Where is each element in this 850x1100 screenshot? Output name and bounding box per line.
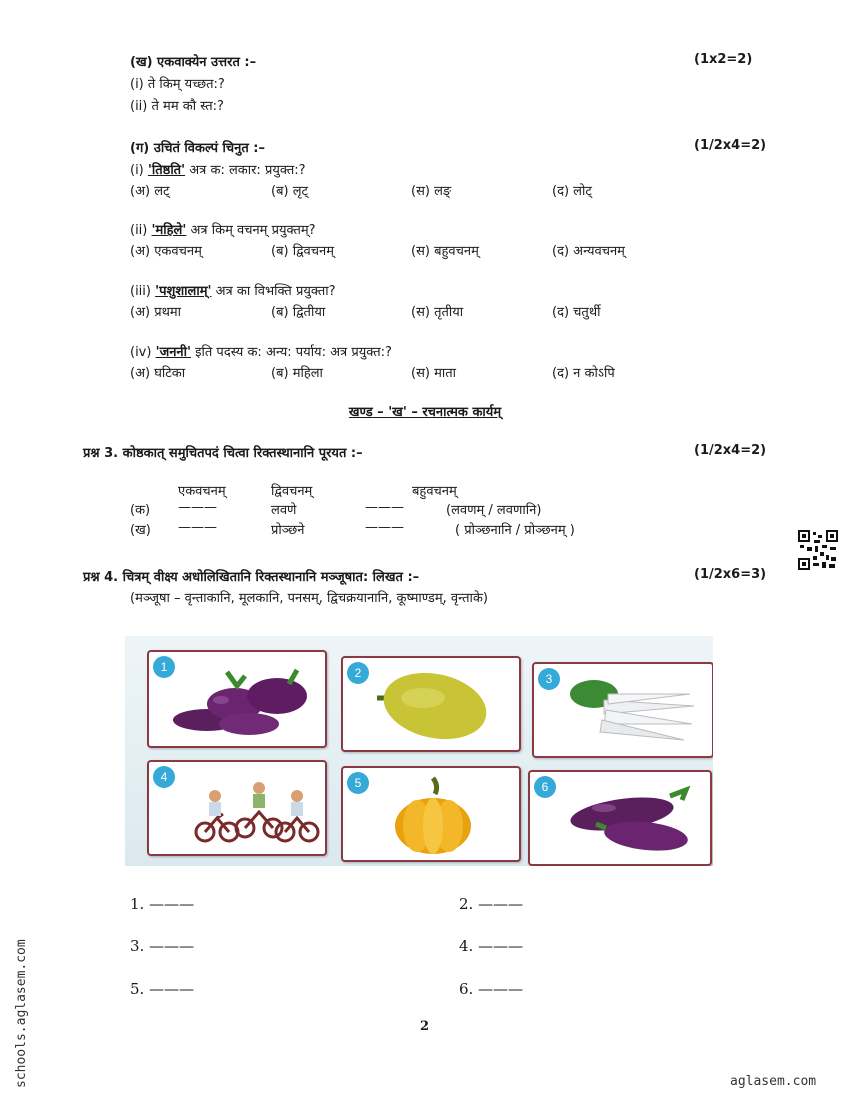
q3-cell: लवणे [271, 503, 297, 518]
option: (अ) घटिका [130, 366, 186, 381]
brinjals-image [149, 652, 325, 746]
q3-blank: ——— [365, 520, 404, 535]
qc-item-number: (ii) [130, 223, 148, 238]
picture-card-1 [147, 650, 327, 748]
option: (अ) लट् [130, 184, 170, 199]
answer-blank-1: 1. ——— [130, 895, 195, 913]
qc-item-word: 'जननी' [155, 345, 191, 360]
qc-marks: (1/2x4=2) [694, 138, 767, 153]
answer-blank-5: 5. ——— [130, 980, 195, 998]
option: (द) न कोऽपि [552, 366, 615, 381]
picture-card-6 [528, 770, 712, 866]
option: (ब) महिला [271, 366, 323, 381]
option: (ब) द्वितीया [271, 305, 326, 320]
answer-blank-4: 4. ——— [459, 937, 524, 955]
qc-item-4 [130, 342, 392, 360]
vegetables-picture [125, 636, 713, 866]
qc-item-question: अत्र क: लकार: प्रयुक्त:? [189, 163, 306, 178]
q3-blank: ——— [178, 500, 217, 515]
bicycles-image [149, 762, 325, 854]
option: (ब) लृट् [271, 184, 309, 199]
answer-blank-6: 6. ——— [459, 980, 524, 998]
option: (स) माता [411, 366, 456, 381]
two-brinjals-image [530, 772, 710, 864]
q3-blank: ——— [178, 520, 217, 535]
qb-question-1: (i) ते किम् यच्छत:? [130, 77, 225, 92]
picture-number: 3 [538, 668, 560, 690]
picture-number: 1 [153, 656, 175, 678]
q3-blank: ——— [365, 500, 404, 515]
qc-item-2 [130, 220, 316, 238]
qr-code-icon [798, 530, 838, 570]
qc-item-word: 'पशुशालाम्' [155, 284, 212, 299]
jackfruit-image [343, 658, 519, 750]
q3-col-header: बहुवचनम् [412, 484, 457, 499]
qb-marks: (1x2=2) [694, 52, 753, 67]
option: (अ) एकवचनम् [130, 244, 202, 259]
qc-item-word: 'तिष्ठति' [147, 163, 186, 178]
qc-item-question: अत्र का विभक्ति प्रयुक्ता? [215, 284, 336, 299]
q3-row-label: (क) [130, 503, 151, 518]
q3-hint: (लवणम् / लवणानि) [446, 503, 542, 518]
qc-item-question: अत्र किम् वचनम् प्रयुक्तम्? [190, 223, 316, 238]
picture-number: 5 [347, 772, 369, 794]
answer-blank-3: 3. ——— [130, 937, 195, 955]
q4-marks: (1/2x6=3) [694, 567, 767, 582]
q3-row-label: (ख) [130, 523, 151, 538]
qc-item-number: (iv) [130, 345, 152, 360]
q3-cell: प्रोञ्छने [271, 523, 305, 538]
side-url: schools.aglasem.com [14, 939, 29, 1088]
qb-question-2: (ii) ते मम कौ स्त:? [130, 99, 224, 114]
picture-number: 6 [534, 776, 556, 798]
option: (द) अन्यवचनम् [552, 244, 625, 259]
section-title: खण्ड – 'ख' – रचनात्मक कार्यम् [348, 405, 502, 420]
footer-url: aglasem.com [730, 1074, 817, 1089]
picture-card-4 [147, 760, 327, 856]
qc-item-1 [130, 160, 306, 178]
option: (स) तृतीया [411, 305, 464, 320]
q3-col-header: द्विवचनम् [271, 484, 313, 499]
qc-item-number: (iii) [130, 284, 151, 299]
qc-item-question: इति पदस्य क: अन्य: पर्याय: अत्र प्रयुक्त:? [195, 345, 392, 360]
qb-heading: (ख) एकवाक्येन उत्तरत :– [130, 55, 257, 70]
q3-marks: (1/2x4=2) [694, 443, 767, 458]
qc-item-number: (i) [130, 163, 144, 178]
option: (स) लङ् [411, 184, 452, 199]
q4-word-box: (मञ्जूषा – वृन्ताकानि, मूलकानि, पनसम्, द्विचक्रयानानि, कूष्माण्डम्, वृन्ताके) [130, 591, 488, 606]
qc-item-word: 'महिले' [151, 223, 187, 238]
page-number: 2 [420, 1019, 430, 1034]
picture-number: 2 [347, 662, 369, 684]
q3-hint: ( प्रोञ्छनानि / प्रोञ्छनम् ) [455, 523, 575, 538]
q3-heading: प्रश्न 3. कोष्ठकात् समुचितपदं चित्वा रिक्तस्थानानि पूरयत :– [83, 446, 363, 461]
q3-col-header: एकवचनम् [178, 484, 226, 499]
picture-card-3 [532, 662, 713, 758]
option: (ब) द्विवचनम् [271, 244, 335, 259]
qc-heading: (ग) उचितं विकल्पं चिनुत :– [130, 141, 265, 156]
option: (द) लोट् [552, 184, 592, 199]
radishes-image [534, 664, 712, 756]
option: (स) बहुवचनम् [411, 244, 479, 259]
option: (द) चतुर्थी [552, 305, 601, 320]
picture-card-2 [341, 656, 521, 752]
pumpkin-image [343, 768, 519, 860]
option: (अ) प्रथमा [130, 305, 182, 320]
picture-card-5 [341, 766, 521, 862]
qc-item-3 [130, 281, 336, 299]
q4-heading: प्रश्न 4. चित्रम् वीक्ष्य अधोलिखितानि रिक्तस्थानानि मञ्जूषात: लिखत :– [83, 570, 420, 585]
picture-number: 4 [153, 766, 175, 788]
answer-blank-2: 2. ——— [459, 895, 524, 913]
